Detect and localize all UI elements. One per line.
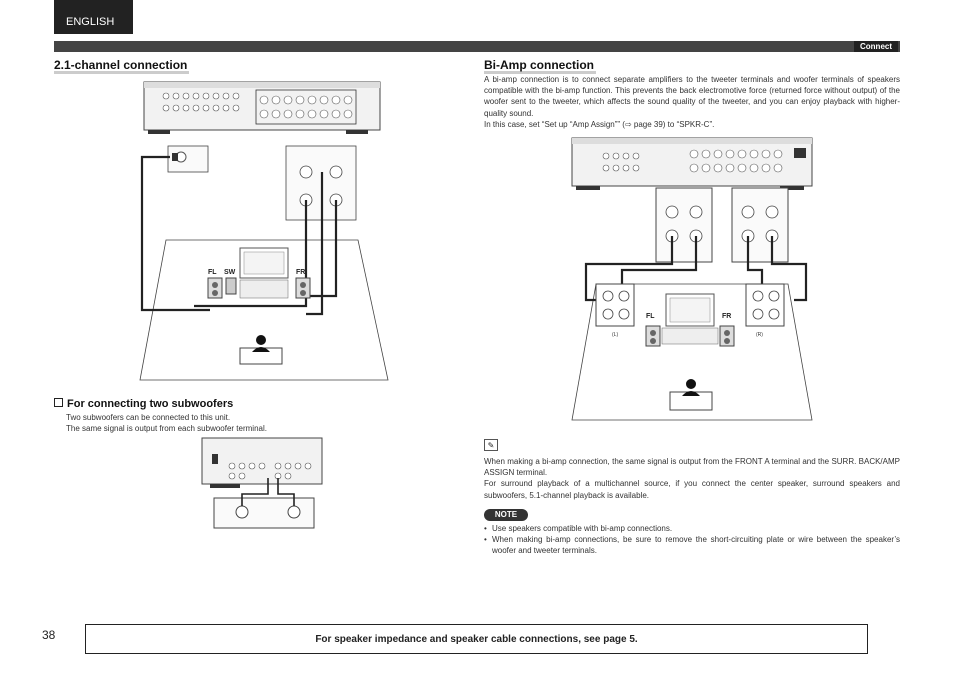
note-list <box>484 523 900 557</box>
note-item: • When making bi-amp connections, be sure to remove the short-circuiting plate or wire between the speaker’s woofer and tweeter terminals. <box>484 535 900 556</box>
note-badge: NOTE <box>484 509 528 521</box>
subwoofer-text-line-1: Two subwoofers can be connected to this unit. <box>66 413 231 422</box>
memo-line-2: For surround playback of a multichannel source, if you connect the center speaker, surround speakers and subwoofers, 5.1-channel playback is available. <box>484 479 900 500</box>
header-rule <box>54 41 900 52</box>
memo-line-1: When making a bi-amp connection, the same signal is output from the FRONT A terminal and the SURR. BACK/AMP ASSIGN terminal. <box>484 457 900 478</box>
subwoofer-text-line-2: The same signal is output from each subwoofer terminal. <box>66 424 267 434</box>
language-tab: ENGLISH <box>54 0 133 34</box>
diagram-two-subwoofers <box>198 436 328 532</box>
page-number: 38 <box>42 628 56 642</box>
label-fr-biamp: FR <box>722 313 732 320</box>
label-sw: SW <box>224 269 236 276</box>
section-title-2-1: 2.1-channel connection <box>54 58 188 72</box>
label-fl: FL <box>208 269 217 276</box>
diagram-2-1-channel <box>136 76 392 386</box>
label-right-channel: (R) <box>756 332 763 338</box>
memo-text <box>484 456 900 501</box>
checkbox-bullet-icon <box>54 398 63 407</box>
memo-pencil-icon: ✎ <box>484 439 498 451</box>
note-item: • Use speakers compatible with bi-amp connections. <box>484 524 673 533</box>
bi-amp-setting-line: In this case, set “Set up “Amp Assign”” (⇨ page 39) to “SPKR-C”. <box>484 120 715 129</box>
bi-amp-intro: A bi-amp connection is to connect separate amplifiers to the tweeter terminals and woofer terminals of speakers compatible with the bi-amp function. This prevents the back electromotive force (returned force without output) of the woofer sent to the tweeter, which affects the sound quality of the tweeter, and you can enjoy playback with higher-quality sound. <box>484 75 900 118</box>
subwoofer-text <box>66 412 366 434</box>
label-left-channel: (L) <box>612 332 619 338</box>
subsection-two-subwoofers: For connecting two subwoofers <box>54 398 233 410</box>
label-fr: FR <box>296 269 306 276</box>
diagram-bi-amp <box>566 134 820 426</box>
label-fl-biamp: FL <box>646 313 655 320</box>
footer-banner: For speaker impedance and speaker cable connections, see page 5. <box>85 624 868 654</box>
section-label: Connect <box>854 41 898 52</box>
section-title-bi-amp: Bi-Amp connection <box>484 58 594 72</box>
